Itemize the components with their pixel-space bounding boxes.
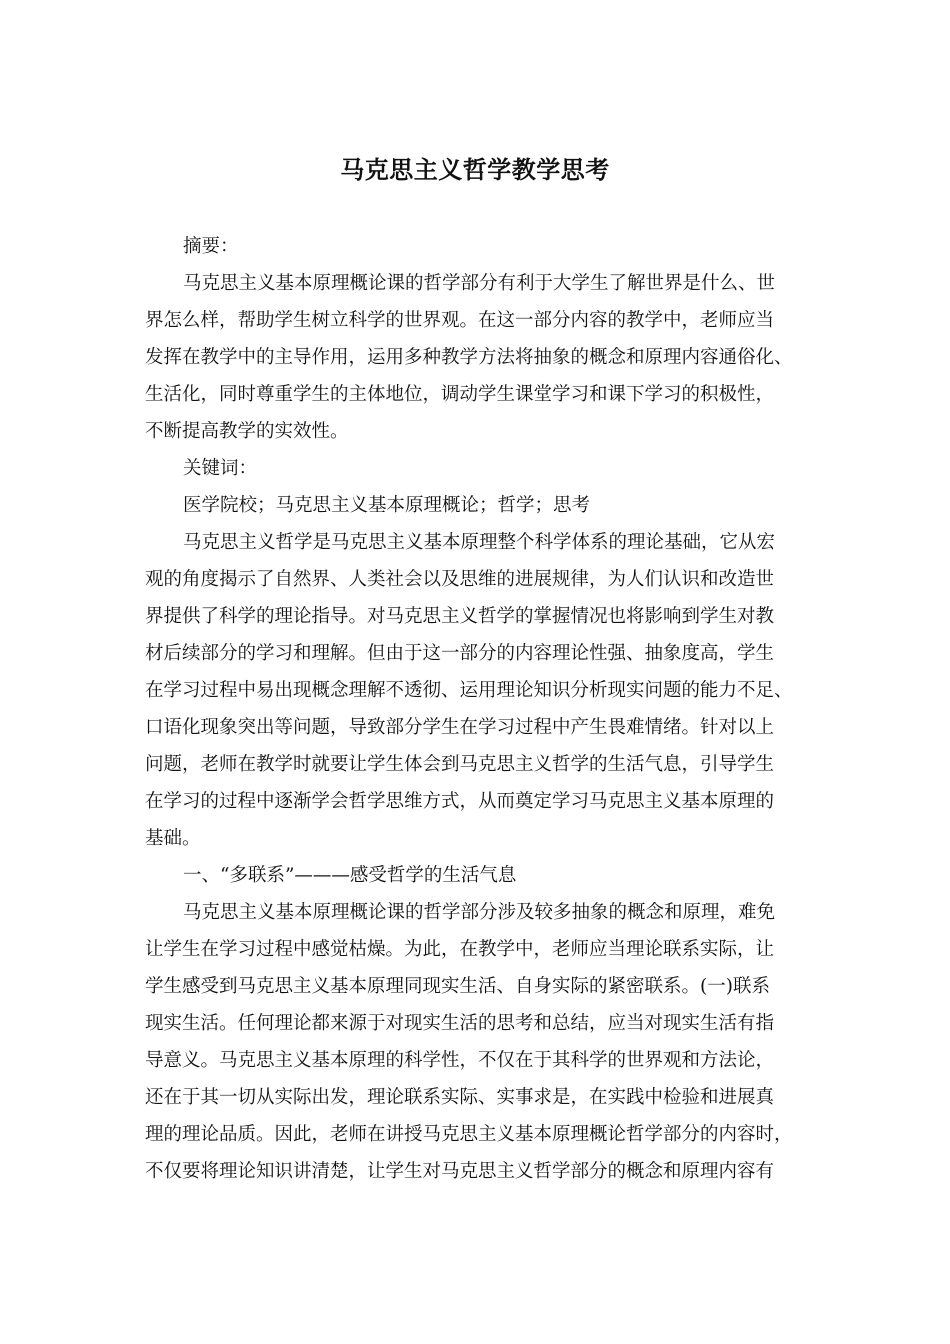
text-line: 界怎么样，帮助学生树立科学的世界观。在这一部分内容的教学中，老师应当 bbox=[145, 310, 775, 331]
text-line: 在学习的过程中逐渐学会哲学思维方式，从而奠定学习马克思主义基本原理的 bbox=[145, 791, 775, 812]
text-line: 马克思主义基本原理概论课的哲学部分涉及较多抽象的概念和原理，难免 bbox=[183, 902, 776, 923]
document-title: 马克思主义哲学教学思考 bbox=[340, 155, 610, 184]
text-line: 现实生活。任何理论都来源于对现实生活的思考和总结，应当对现实生活有指 bbox=[145, 1013, 775, 1034]
text-line: 基础。 bbox=[145, 828, 201, 849]
text-line: 马克思主义哲学是马克思主义基本原理整个科学体系的理论基础，它从宏 bbox=[183, 532, 776, 553]
text-line: 马克思主义基本原理概论课的哲学部分有利于大学生了解世界是什么、世 bbox=[183, 273, 776, 294]
text-line: 医学院校；马克思主义基本原理概论；哲学；思考 bbox=[183, 495, 591, 516]
text-line: 生活化，同时尊重学生的主体地位，调动学生课堂学习和课下学习的积极性， bbox=[145, 384, 775, 405]
text-line: 导意义。马克思主义基本原理的科学性，不仅在于其科学的世界观和方法论， bbox=[145, 1050, 775, 1071]
text-line: 观的角度揭示了自然界、人类社会以及思维的进展规律，为人们认识和改造世 bbox=[145, 569, 775, 590]
text-line: 不断提高教学的实效性。 bbox=[145, 421, 349, 442]
document-body bbox=[145, 228, 825, 1190]
text-line: 在学习过程中易出现概念理解不透彻、运用理论知识分析现实问题的能力不足、 bbox=[145, 680, 793, 701]
text-line: 学生感受到马克思主义基本原理同现实生活、自身实际的紧密联系。(一)联系 bbox=[145, 976, 770, 997]
text-line: 问题，老师在教学时就要让学生体会到马克思主义哲学的生活气息，引导学生 bbox=[145, 754, 775, 775]
text-line: 不仅要将理论知识讲清楚，让学生对马克思主义哲学部分的概念和原理内容有 bbox=[145, 1161, 775, 1182]
text-line: 还在于其一切从实际出发，理论联系实际、实事求是，在实践中检验和进展真 bbox=[145, 1087, 775, 1108]
text-line: 发挥在教学中的主导作用，运用多种教学方法将抽象的概念和原理内容通俗化、 bbox=[145, 347, 793, 368]
text-line: 让学生在学习过程中感觉枯燥。为此，在教学中，老师应当理论联系实际，让 bbox=[145, 939, 775, 960]
text-line: 摘要： bbox=[183, 236, 239, 257]
text-line: 理的理论品质。因此，老师在讲授马克思主义基本原理概论哲学部分的内容时， bbox=[145, 1124, 793, 1145]
text-line: 一、“多联系”———感受哲学的生活气息 bbox=[183, 865, 517, 886]
text-line: 界提供了科学的理论指导。对马克思主义哲学的掌握情况也将影响到学生对教 bbox=[145, 606, 775, 627]
text-line: 口语化现象突出等问题，导致部分学生在学习过程中产生畏难情绪。针对以上 bbox=[145, 717, 775, 738]
text-line: 关键词： bbox=[183, 458, 258, 479]
text-line: 材后续部分的学习和理解。但由于这一部分的内容理论性强、抽象度高，学生 bbox=[145, 643, 775, 664]
